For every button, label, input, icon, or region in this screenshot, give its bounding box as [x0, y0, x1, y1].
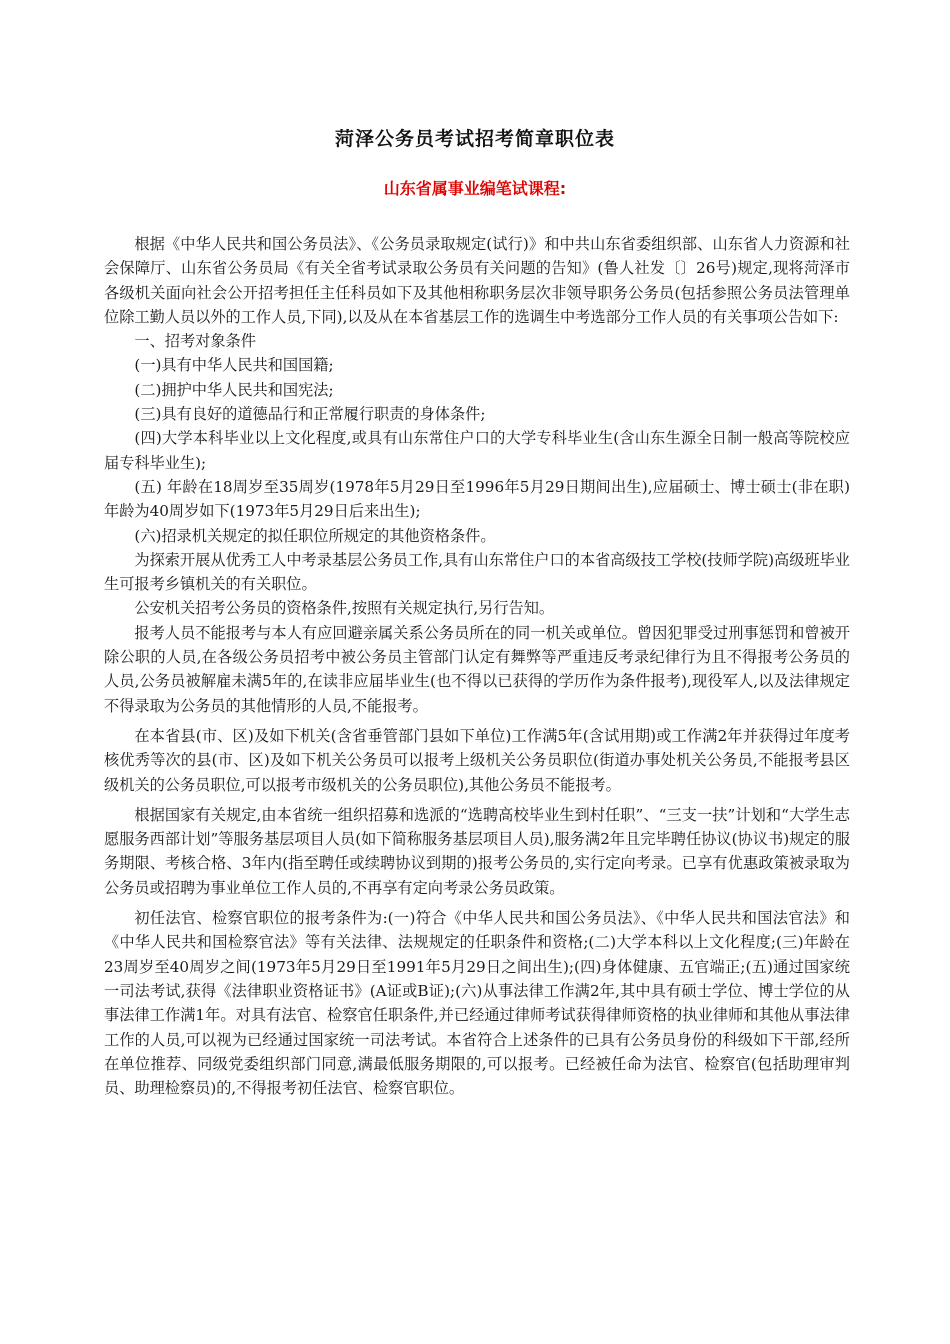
paragraph-intro: 根据《中华人民共和国公务员法》、《公务员录取规定(试行)》和中共山东省委组织部、山东省人力资源和社会保障厅、山东省公务员局《有关全省考试录取公务员有关问题的告知》(鲁人社发〔〕26号)规定,现将菏泽市各级机关面向社会公开招考担任主任科员如下及其他相称职务层次非领导职务公务员(包括参照公务员法管理单位除工勤人员以外的工作人员,下同),以及从在本省基层工作的选调生中考选部分工作人员的有关事项公告如下:	[104, 235, 850, 326]
paragraph-judges-prosecutors: 初任法官、检察官职位的报考条件为:(一)符合《中华人民共和国公务员法》、《中华人民共和国法官法》和《中华人民共和国检察官法》等有关法律、法规规定的任职条件和资格;(二)大学本科以上文化程度;(三)年龄在23周岁至40周岁之间(1973年5月29日至1991年5月29日之间出生);(四)身体健康、五官端正;(五)通过国家统一司法考试,获得《法律职业资格证书》(A证或B证);(六)从事法律工作满2年,其中具有硕士学位、博士学位的从事法律工作满1年。对具有法官、检察官任职条件,并已经通过律师考试获得律师资格的执业律师和其他从事法律工作的人员,可以视为已经通过国家统一司法考试。本省符合上述条件的已具有公务员身份的科级如下干部,经所在单位推荐、同级党委组织部门同意,满最低服务期限的,可以报考。已经被任命为法官、检察官(包括助理审判员、助理检察员)的,不得报考初任法官、检察官职位。	[104, 909, 850, 1098]
paragraph-public-security: 公安机关招考公务员的资格条件,按照有关规定执行,另行告知。	[134, 599, 555, 618]
paragraph-condition-4: (四)大学本科毕业以上文化程度,或具有山东常住户口的大学专科毕业生(含山东生源全日制一般高等院校应届专科毕业生);	[104, 429, 850, 472]
paragraph-county-staff: 在本省县(市、区)及如下机关(含省垂管部门县如下单位)工作满5年(含试用期)或工作满2年并获得过年度考核优秀等次的县(市、区)及如下机关公务员可以报考上级机关公务员职位(街道办事处机关公务员,不能报考县区级机关的公务员职位,可以报考市级机关的公务员职位),其他公务员不能报考。	[104, 726, 850, 794]
document-title: 菏泽公务员考试招考简章职位表	[334, 128, 615, 150]
paragraph-condition-2: (二)拥护中华人民共和国宪法;	[134, 380, 334, 399]
paragraph-technical-school: 为探索开展从优秀工人中考录基层公务员工作,具有山东常住户口的本省高级技工学校(技师学院)高级班毕业生可报考乡镇机关的有关职位。	[104, 550, 850, 594]
paragraph-condition-1: (一)具有中华人民共和国国籍;	[134, 356, 334, 375]
paragraph-condition-5: (五) 年龄在18周岁至35周岁(1978年5月29日至1996年5月29日期间出生),应届硕士、博士硕士(非在职)年龄为40周岁如下(1973年5月29日后来出生);	[104, 477, 850, 521]
document-body	[104, 232, 850, 1100]
paragraph-condition-3: (三)具有良好的道德品行和正常履行职责的身体条件;	[134, 405, 486, 424]
paragraph-section-heading: 一、招考对象条件	[134, 332, 256, 351]
document-subtitle: 山东省属事业编笔试课程:	[383, 179, 567, 198]
paragraph-restrictions: 报考人员不能报考与本人有应回避亲属关系公务员所在的同一机关或单位。曾因犯罪受过刑事惩罚和曾被开除公职的人员,在各级公务员招考中被公务员主管部门认定有舞弊等严重违反考录纪律行为且不得报考公务员的人员,公务员被解雇未满5年的,在读非应届毕业生(也不得以已获得的学历作为条件报考),现役军人,以及法律规定不得录取为公务员的其他情形的人员,不能报考。	[104, 623, 850, 715]
paragraph-condition-6: (六)招录机关规定的拟任职位所规定的其他资格条件。	[134, 526, 496, 545]
paragraph-grassroots-projects: 根据国家有关规定,由本省统一组织招募和选派的“选聘高校毕业生到村任职”、“三支一扶”计划和“大学生志愿服务西部计划”等服务基层项目人员(如下简称服务基层项目人员),服务满2年且完毕聘任协议(协议书)规定的服务期限、考核合格、3年内(指至聘任或续聘协议到期的)报考公务员的,实行定向考录。已享有优惠政策被录取为公务员或招聘为事业单位工作人员的,不再享有定向考录公务员政策。	[104, 805, 850, 897]
